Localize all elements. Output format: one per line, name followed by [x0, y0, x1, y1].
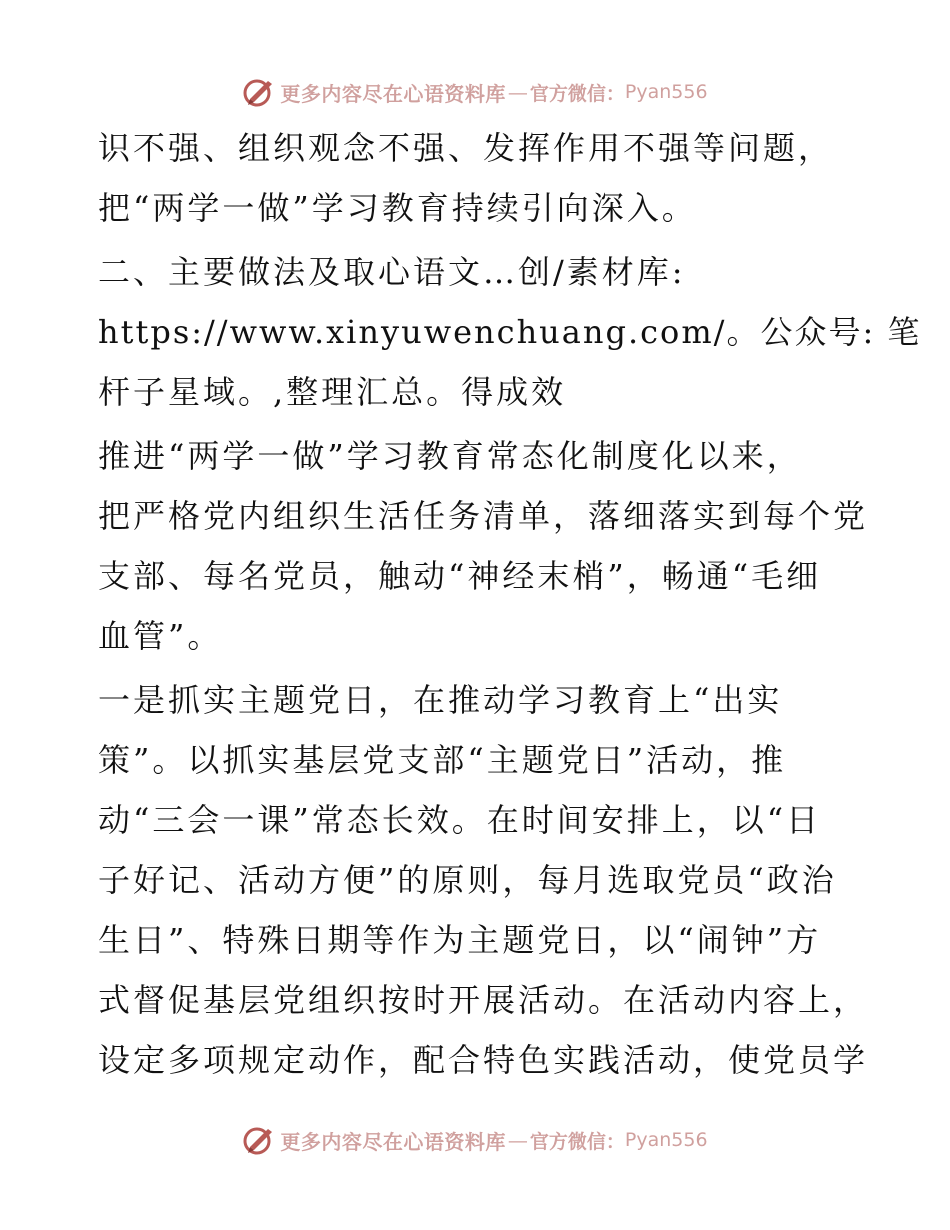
- text-line: 杆子星域。,整理汇总。得成效: [98, 373, 567, 411]
- paragraph: [98, 670, 869, 1090]
- text-line: 式督促基层党组织按时开展活动。在活动内容上，: [98, 981, 869, 1019]
- text-line: 识不强、组织观念不强、发挥作用不强等问题，: [98, 129, 834, 167]
- watermark-text: 更多内容尽在心语资料库: [280, 81, 506, 106]
- watermark-dash: —: [507, 1128, 528, 1152]
- watermark-wechat-id: Pyan556: [624, 81, 708, 103]
- text-line: 子好记、活动方便”的原则，每月选取党员“政治: [98, 861, 837, 899]
- text-line: 把严格党内组织生活任务清单，落细落实到每个党: [98, 497, 869, 535]
- watermark-label: 官方微信：: [529, 1130, 625, 1153]
- text-line: 推进“两学一做”学习教育常态化制度化以来，: [98, 437, 802, 475]
- text-line: 支部、每名党员，触动“神经末梢”，畅通“毛细: [98, 557, 822, 595]
- document-body: [98, 118, 922, 1094]
- text-line: 血管”。: [98, 617, 223, 655]
- pen-logo-icon: [242, 75, 276, 109]
- header-watermark: [0, 72, 950, 112]
- footer-watermark: [0, 1120, 950, 1160]
- section-heading: 二、主要做法及取心语文…创/素材库:: [98, 253, 686, 291]
- watermark-dash: —: [507, 80, 528, 104]
- paragraph: [98, 118, 858, 238]
- text-line: 策”。以抓实基层党支部“主题党日”活动，推: [98, 741, 787, 779]
- text-line: https://www.xinyuwenchuang.com/。公众号: 笔: [98, 313, 922, 351]
- paragraph: [98, 242, 922, 422]
- pen-logo-icon: [242, 1123, 276, 1157]
- paragraph: [98, 426, 869, 666]
- watermark-text: 更多内容尽在心语资料库: [280, 1129, 506, 1154]
- text-line: 生日”、特殊日期等作为主题党日，以“闹钟”方: [98, 921, 822, 959]
- watermark-wechat-id: Pyan556: [624, 1129, 708, 1151]
- text-line: 设定多项规定动作，配合特色实践活动，使党员学: [98, 1041, 869, 1079]
- text-line: 把“两学一做”学习教育持续引向深入。: [98, 189, 697, 227]
- text-line: 动“三会一课”常态长效。在时间安排上，以“日: [98, 801, 822, 839]
- text-line: 一是抓实主题党日，在推动学习教育上“出实: [98, 681, 783, 719]
- watermark-label: 官方微信：: [529, 82, 625, 105]
